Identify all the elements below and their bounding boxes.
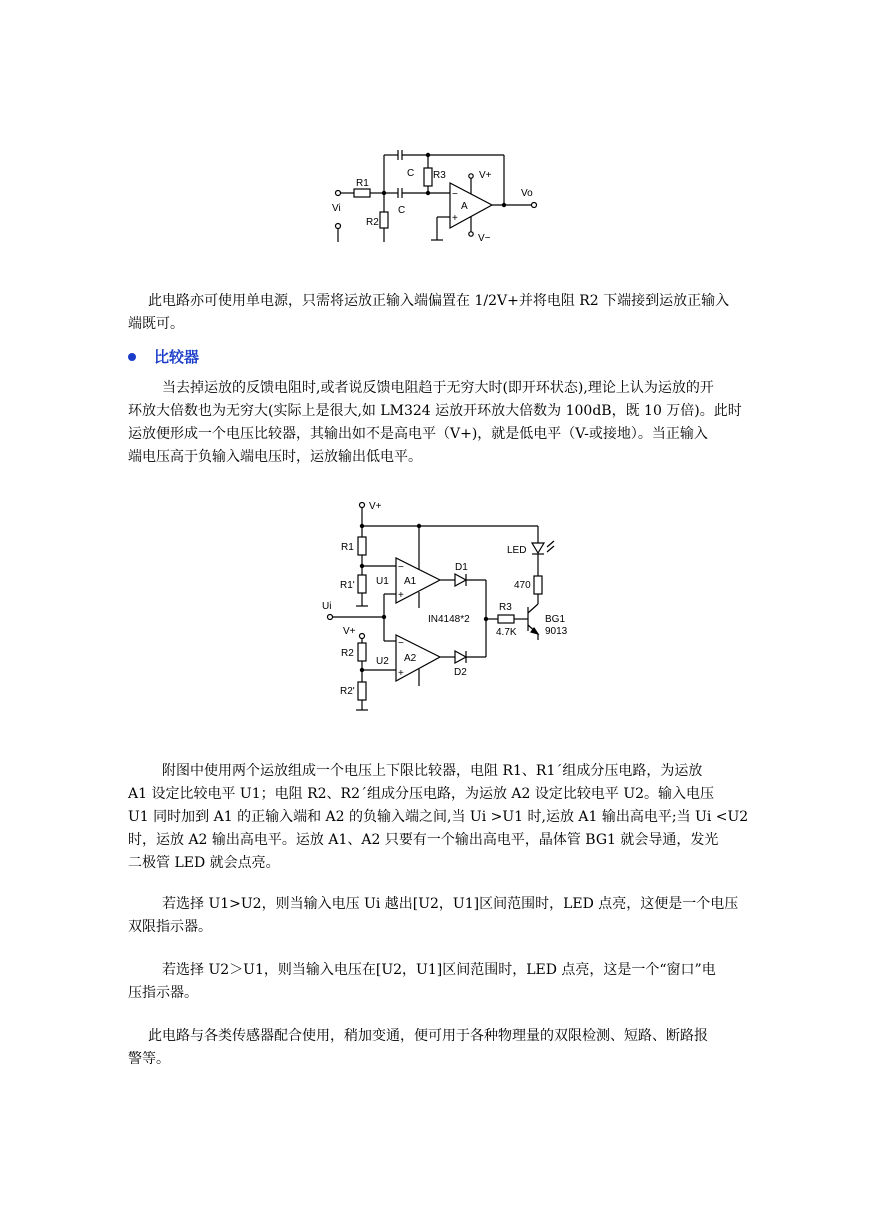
a2-label: A2 — [404, 653, 417, 664]
r1-resistor — [354, 189, 370, 197]
vi-label: Vi — [332, 203, 341, 214]
text-line: 若选择 U2＞U1，则当输入电压在[U2，U1]区间范围时，LED 点亮，这是一个“窗口”电 — [162, 962, 716, 978]
section-heading — [128, 346, 199, 368]
c-mid-label: C — [398, 205, 406, 216]
r1p-label: R1' — [340, 580, 355, 591]
minus-sign: − — [452, 189, 458, 200]
bg1-part-label: 9013 — [545, 626, 568, 637]
a1-minus-sign: − — [398, 562, 404, 573]
r1-label: R1 — [356, 178, 369, 189]
text-line: A1 设定比较电平 U1；电阻 R2、R2ˊ组成分压电路，为运放 A2 设定比较电平 U2。输入电压 — [128, 786, 715, 802]
ui-label: Ui — [322, 601, 332, 612]
text-line: 此电路亦可使用单电源，只需将运放正输入端偏置在 1/2V+并将电阻 R2 下端接到运放正输入 — [148, 293, 730, 309]
paragraph-comparator-intro-cont — [128, 400, 742, 469]
r2-label: R2 — [366, 217, 379, 228]
paragraph-sensor-usage-cont — [128, 1048, 170, 1071]
r2p-label: R2' — [340, 686, 355, 697]
d2-label: D2 — [454, 667, 467, 678]
filter-circuit-diagram — [326, 146, 542, 248]
paragraph-single-supply — [148, 290, 729, 313]
paragraph-dual-limit — [162, 893, 738, 916]
paragraph-sensor-usage — [148, 1025, 708, 1048]
vminus-label: V− — [478, 233, 491, 244]
vplus-label: V+ — [479, 170, 492, 181]
r470-label: 470 — [514, 580, 531, 591]
text-line: 时，运放 A2 输出高电平。运放 A1、A2 只要有一个输出高电平，晶体管 BG1 就会导通，发光 — [128, 832, 719, 848]
vo-label: Vo — [521, 188, 533, 199]
led-label: LED — [507, 545, 527, 556]
d1-label: D1 — [455, 562, 468, 573]
a2-minus-sign: − — [398, 638, 404, 649]
text-line: 环放大倍数也为无穷大(实际上是很大,如 LM324 运放开环放大倍数为 100dB，既 10 万倍)。此时 — [128, 403, 742, 419]
a2-plus-sign: + — [398, 668, 404, 679]
text-line: 端电压高于负输入端电压时，运放输出低电平。 — [128, 449, 422, 465]
text-line: 当去掉运放的反馈电阻时,或者说反馈电阻趋于无穷大时(即开环状态),理论上认为运放的开 — [162, 380, 714, 396]
text-line: U1 同时加到 A1 的正输入端和 A2 的负输入端之间,当 Ui >U1 时,运放 A1 输出高电平;当 Ui <U2 — [128, 809, 749, 825]
amp-label: A — [461, 201, 468, 212]
vplus-top-label: V+ — [369, 501, 382, 512]
r2-label: R2 — [341, 648, 354, 659]
a1-label: A1 — [404, 576, 417, 587]
r3-label: R3 — [499, 602, 512, 613]
text-line: 警等。 — [128, 1051, 170, 1067]
paragraph-window-indicator-cont — [128, 982, 198, 1005]
text-line: 运放便形成一个电压比较器，其输出如不是高电平（V+)，就是低电平（V-或接地）。当正输入 — [128, 426, 708, 442]
r3-label: R3 — [433, 170, 446, 181]
paragraph-window-comparator — [162, 760, 702, 783]
bullet-icon — [128, 353, 136, 361]
paragraph-single-supply-cont — [128, 313, 184, 336]
u1-label: U1 — [376, 576, 389, 587]
text-line: 二极管 LED 就会点亮。 — [128, 855, 280, 871]
plus-sign: + — [452, 213, 458, 224]
a1-plus-sign: + — [398, 590, 404, 601]
text-line: 压指示器。 — [128, 985, 198, 1001]
diode-part-label: IN4148*2 — [428, 614, 470, 625]
bg1-label: BG1 — [545, 614, 566, 625]
window-comparator-diagram — [316, 496, 576, 712]
text-line: 此电路与各类传感器配合使用，稍加变通，便可用于各种物理量的双限检测、短路、断路报 — [148, 1028, 708, 1044]
c-top-label: C — [407, 168, 415, 179]
text-line: 端既可。 — [128, 316, 184, 332]
vplus-mid-label: V+ — [343, 626, 356, 637]
text-line: 双限指示器。 — [128, 919, 212, 935]
r3-value-label: 4.7K — [496, 627, 517, 638]
section-title: 比较器 — [154, 348, 200, 366]
u2-label: U2 — [376, 656, 389, 667]
paragraph-dual-limit-cont — [128, 916, 212, 939]
r1-label: R1 — [341, 542, 354, 553]
text-line: 若选择 U1>U2，则当输入电压 Ui 越出[U2，U1]区间范围时，LED 点亮，这便是一个电压 — [162, 896, 739, 912]
text-line: 附图中使用两个运放组成一个电压上下限比较器，电阻 R1、R1ˊ组成分压电路，为运放 — [162, 763, 703, 779]
paragraph-window-indicator — [162, 959, 716, 982]
paragraph-comparator-intro — [162, 377, 714, 400]
paragraph-window-comparator-cont — [128, 783, 748, 875]
